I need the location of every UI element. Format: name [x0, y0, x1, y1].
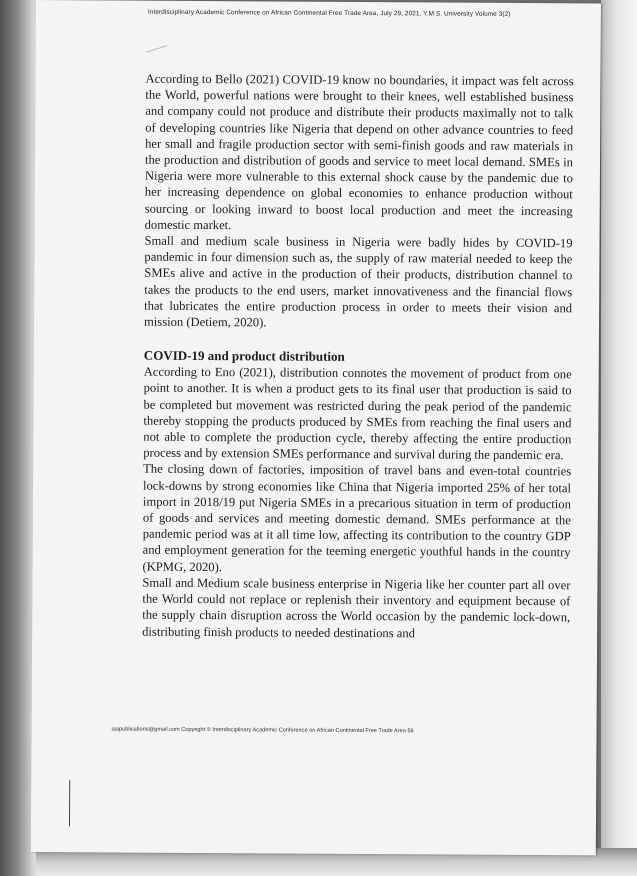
- paragraph-inventory: Small and Medium scale business enterprise in Nigeria like her counter part all over the World could not replace or replenish their inventory and equipment because of the supply chain disruption across the World occasion by the pandemic lock-down, distributing finish products to needed destinations and: [142, 575, 571, 640]
- section-heading: COVID-19 and product distribution: [143, 347, 345, 365]
- paragraph-factories: The closing down of factories, imposition of travel bans and even-total countries lock-downs by strong economies like China that Nigeria imported 25% of her total import in 2018/19 put Nigeria SMEs in a precarious situation in term of production of goods and services and meeting domestic demand. SMEs performance at the pandemic period was at it all time low, affecting its contribution to the country GDP and employment generation for the teeming energetic youthful hands in the country (KPMG, 2020).: [142, 462, 572, 574]
- paragraph-eno: According to Eno (2021), distribution connotes the movement of product from one point to another. It is when a product gets to its final user that production is said to be completed but movement was restricted during the peak period of the pandemic thereby stopping the products produced by SMEs from reaching the final users and not able to complete the production cycle, thereby affecting the entire production process and by extension SMEs performance and survival during the pandemic era.: [143, 364, 572, 463]
- margin-line: [69, 780, 70, 826]
- scan-edge-right: [601, 0, 637, 876]
- ink-scribble: [142, 34, 167, 53]
- running-header: Interdisciplinary Academic Conference on African Continental Free Trade Area, July 29, 2021, Y.M.S. University Volume 3(2): [147, 8, 511, 18]
- body-text: [142, 71, 573, 642]
- page-footer: iaapublications@gmail.com Copyright © Interdisciplinary Academic Conference on African Continental Free Trade Area 56: [111, 726, 414, 735]
- paragraph-sme-dimensions: Small and medium scale business in Nigeria were badly hides by COVID-19 pandemic in four dimension such as, the supply of raw material needed to keep the SMEs alive and active in the production of their products, distribution channel to takes the products to the end users, market innovativeness and the financial flows that lubricates the entire production process in order to meets their vision and mission (Detiem, 2020).: [143, 233, 573, 330]
- document-page: [31, 0, 601, 855]
- paragraph-bello: According to Bello (2021) COVID-19 know no boundaries, it impact was felt across the World, powerful nations were brought to their knees, well established business and company could not produce and distribute their products maximally not to talk of developing countries like Nigeria that depend on other advance countries to feed her small and fragile production sector with semi-finish goods and raw materials in the production and distribution of goods and service to meet local demand. SMEs in Nigeria were more vulnerable to this external shock cause by the pandemic due to her increasing dependence on global economies to enhance production without sourcing or looking inward to boost local production and meet the increasing domestic market.: [144, 71, 574, 233]
